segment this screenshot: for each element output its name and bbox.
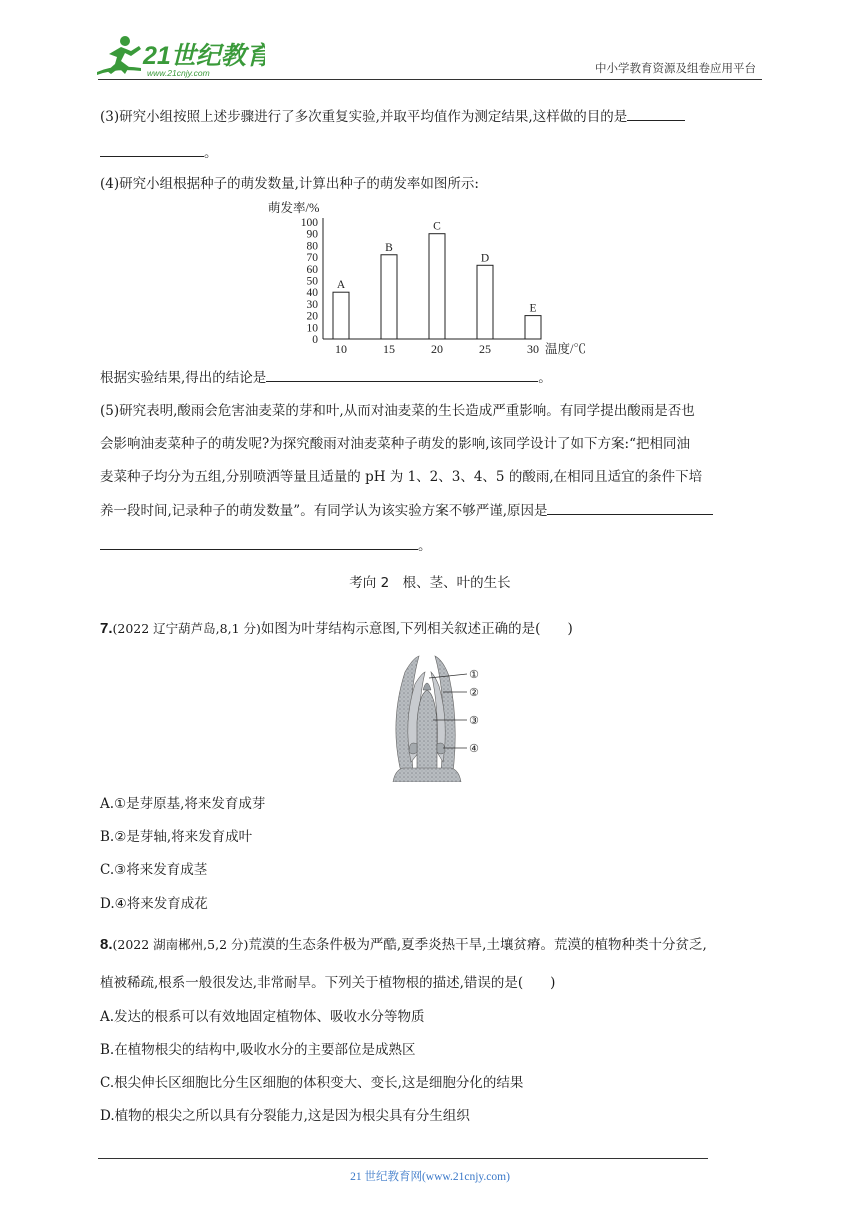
bud-axis: [417, 690, 437, 780]
chart-ytick-label: 60: [306, 263, 318, 276]
q5-line3: 麦菜种子均分为五组,分别喷洒等量且适量的 pH 为 1、2、3、4、5 的酸雨,在相同且适宜的条件下培: [100, 469, 703, 485]
growth-point: [423, 683, 431, 690]
header-divider: [98, 79, 762, 80]
chart-xtick-label: 15: [383, 342, 395, 356]
chart-bar: [525, 316, 541, 339]
q8-option-c: C.根尖伸长区细胞比分生区细胞的体积变大、变长,这是细胞分化的结果: [100, 1075, 524, 1091]
q4-text: (4)研究小组根据种子的萌发数量,计算出种子的萌发率如图所示:: [100, 176, 479, 192]
q7-stem-line: [100, 620, 573, 638]
site-logo: [95, 34, 265, 80]
chart-xtick-label: 30: [527, 342, 539, 356]
q3-answer-blank-2: [100, 143, 204, 157]
chart-bar: [429, 234, 445, 339]
footer-text: 21 世纪教育网(www.21cnjy.com): [350, 1171, 510, 1183]
label-1: ①: [469, 668, 479, 681]
chart-xtick-label: 10: [335, 342, 347, 356]
chart-bar: [381, 255, 397, 339]
q3-text: (3)研究小组按照上述步骤进行了多次重复实验,并取平均值作为测定结果,这样做的目的是: [100, 109, 628, 125]
q4-end: 。: [538, 370, 552, 386]
chart-bar-label: C: [433, 220, 441, 233]
q7-stem: 如图为叶芽结构示意图,下列相关叙述正确的是( ): [260, 621, 573, 637]
q5-line5: [100, 536, 432, 555]
footer-divider: [98, 1158, 708, 1159]
chart-ytick-label: 90: [306, 228, 318, 241]
chart-xlabel: 温度/℃: [545, 342, 586, 356]
chart-bars: [333, 221, 541, 339]
q5-line1: (5)研究表明,酸雨会危害油麦菜的芽和叶,从而对油麦菜的生长造成严重影响。有同学提出酸雨是否也: [100, 403, 695, 419]
chart-xaxis: [335, 342, 539, 356]
q7-source: (2022 辽宁葫芦岛,8,1 分): [112, 621, 261, 636]
leaf-bud-figure: [383, 652, 483, 782]
q4-conclusion-line: [100, 368, 552, 387]
q3-end: 。: [204, 145, 218, 161]
label-4: ④: [469, 742, 479, 755]
q5-line4-wrap: [100, 501, 713, 520]
chart-ytick-label: 50: [306, 275, 318, 288]
chart-ytick-label: 10: [306, 322, 318, 335]
chart-ytick-label: 40: [306, 287, 318, 300]
bud-base: [393, 768, 461, 782]
label-2: ②: [469, 686, 479, 699]
chart-bar: [477, 265, 493, 339]
chart-bar-label: D: [480, 252, 490, 265]
q4-conclusion-text: 根据实验结果,得出的结论是: [100, 370, 267, 386]
q4-answer-blank: [266, 368, 538, 382]
chart-bar: [333, 292, 349, 339]
q5-end: 。: [418, 538, 432, 554]
chart-yaxis: [301, 217, 319, 346]
bud-primordium-right: [437, 743, 445, 754]
q3-line: [100, 107, 685, 126]
bud-primordium-left: [409, 743, 417, 754]
q8-stem-line2: 植被稀疏,根系一般很发达,非常耐旱。下列关于植物根的描述,错误的是( ): [100, 975, 556, 991]
chart-ytick-label: 0: [312, 334, 318, 346]
q7-number: 7.: [100, 620, 113, 637]
label-3: ③: [469, 714, 479, 727]
q8-stem-line1: [100, 936, 707, 954]
q8-source: (2022 湖南郴州,5,2 分): [112, 937, 249, 952]
q7-option-b: B.②是芽轴,将来发育成叶: [100, 829, 253, 845]
q8-option-a: A.发达的根系可以有效地固定植物体、吸收水分等物质: [100, 1009, 425, 1025]
q8-option-d: D.植物的根尖之所以具有分裂能力,这是因为根尖具有分生组织: [100, 1108, 470, 1124]
chart-ytick-label: 80: [306, 240, 318, 253]
q7-option-a: A.①是芽原基,将来发育成芽: [100, 796, 266, 812]
logo-text: 21世纪教育: [143, 42, 265, 70]
chart-xtick-label: 25: [479, 342, 491, 356]
chart-bar-label: E: [529, 302, 537, 315]
chart-ylabel: 萌发率/%: [268, 201, 320, 215]
chart-ytick-label: 20: [306, 310, 318, 323]
logo-url: www.21cnjy.com: [147, 68, 210, 78]
section-title: 考向 2 根、茎、叶的生长: [349, 575, 511, 591]
q7-option-d: D.④将来发育成花: [100, 896, 208, 912]
chart-ytick-label: 70: [306, 252, 318, 265]
q8-stem1: 荒漠的生态条件极为严酷,夏季炎热干旱,土壤贫瘠。荒漠的植物种类十分贫乏,: [248, 937, 707, 953]
q8-option-b: B.在植物根尖的结构中,吸收水分的主要部位是成熟区: [100, 1042, 416, 1058]
q3-line2: [100, 143, 218, 162]
q5-answer-blank: [547, 501, 713, 515]
q5-line4: 养一段时间,记录种子的萌发数量”。有同学认为该实验方案不够严谨,原因是: [100, 503, 548, 519]
chart-xtick-label: 20: [431, 342, 443, 356]
q8-number: 8.: [100, 936, 113, 953]
chart-ytick-label: 100: [300, 217, 318, 229]
q3-answer-blank: [627, 107, 685, 121]
chart-ytick-label: 30: [306, 298, 318, 311]
header-platform-text: 中小学教育资源及组卷应用平台: [595, 61, 756, 75]
q5-line2: 会影响油麦菜种子的萌发呢?为探究酸雨对油麦菜种子萌发的影响,该同学设计了如下方案:“把相同油: [100, 436, 690, 452]
q5-answer-blank-2: [100, 536, 418, 550]
chart-bar-label: A: [336, 279, 346, 292]
chart-bar-label: B: [385, 241, 393, 254]
germination-chart: [258, 198, 598, 358]
runner-logo-icon: [95, 34, 265, 80]
q7-option-c: C.③将来发育成茎: [100, 862, 208, 878]
